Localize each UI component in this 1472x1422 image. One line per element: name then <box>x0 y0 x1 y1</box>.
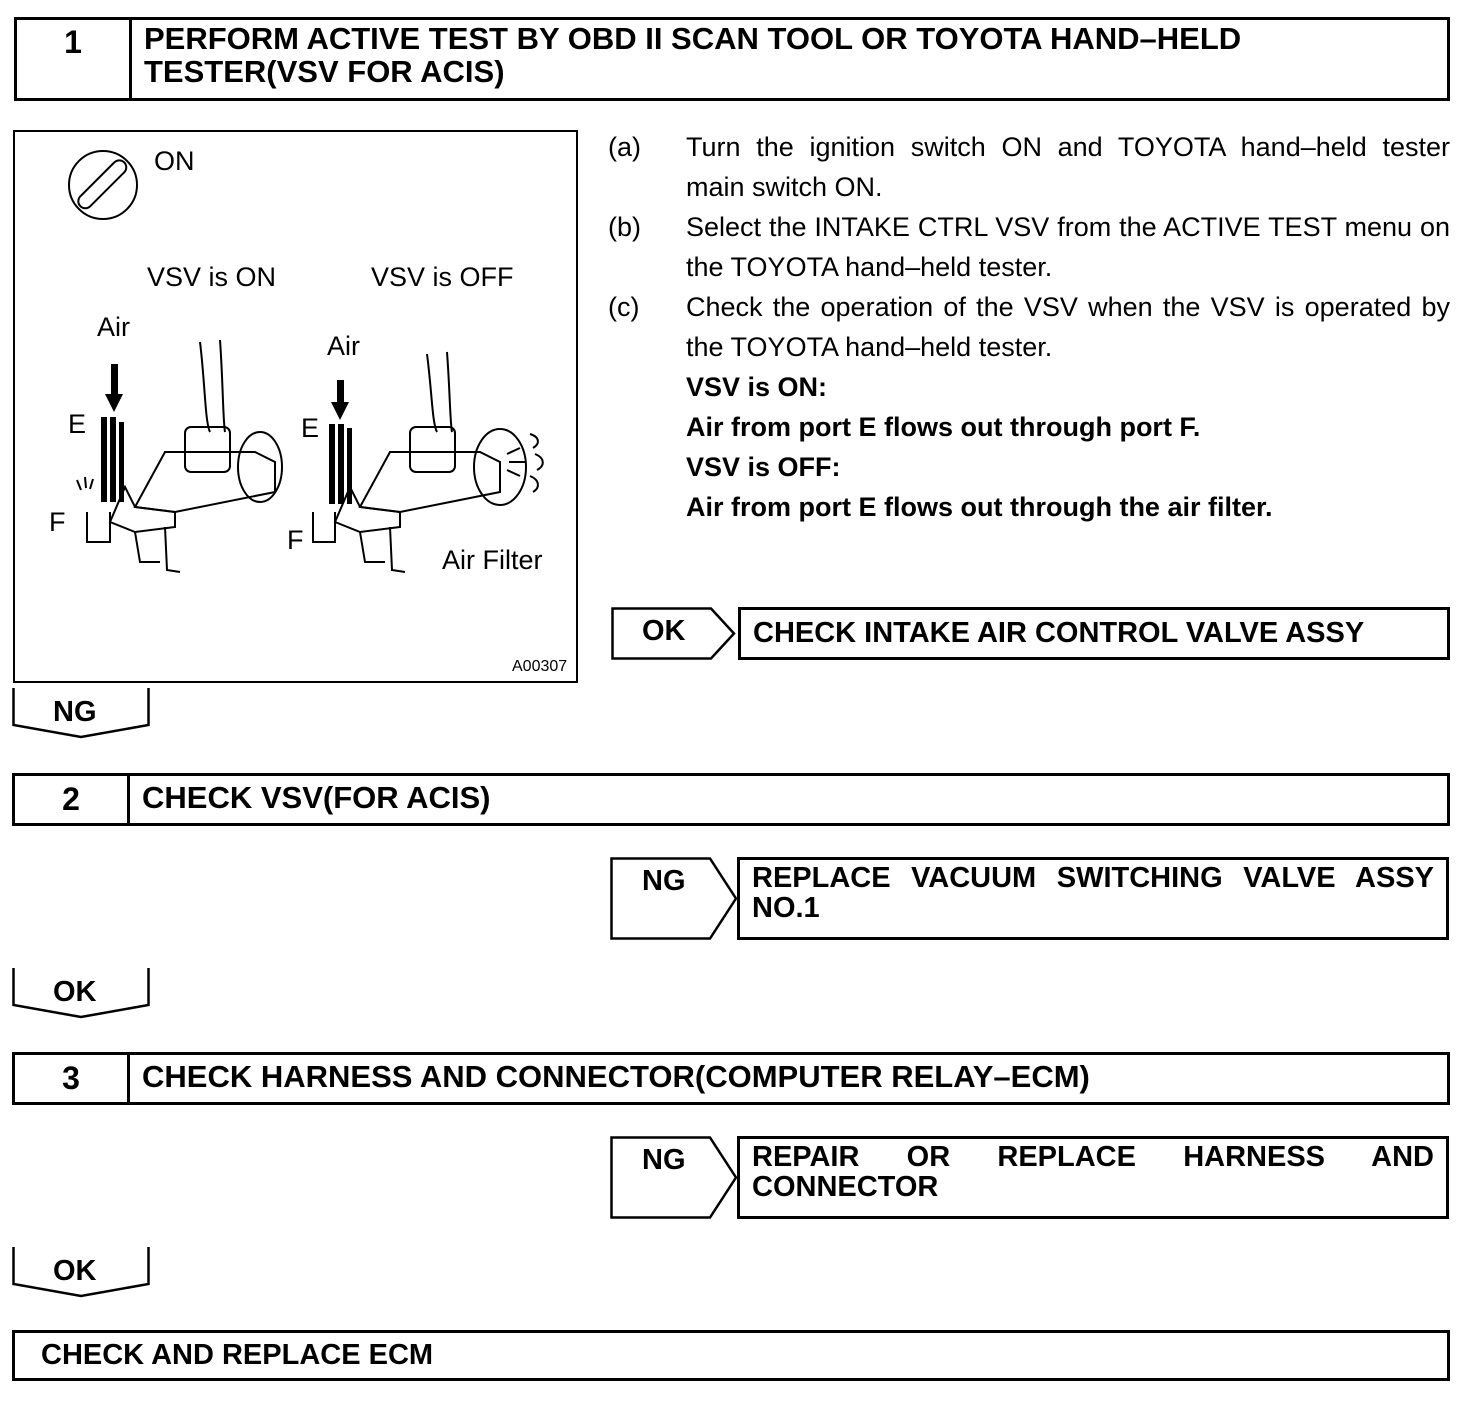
step-3-number: 3 <box>15 1055 130 1102</box>
vsv-illustration <box>15 132 576 681</box>
instruction-a <box>608 127 1450 207</box>
instruction-c-label: (c) <box>608 292 640 322</box>
step-1-title <box>132 20 1447 98</box>
air-label-left: Air <box>97 312 130 342</box>
step-2-ok-tag <box>12 967 150 1019</box>
criteria-off-text: Air from port E flows out through the air filter. <box>686 492 1273 522</box>
port-f-left-label: F <box>49 507 66 537</box>
vsv-off-label: VSV is OFF <box>371 262 514 292</box>
vsv-on-label: VSV is ON <box>147 262 277 292</box>
step-3-ng-result <box>737 1136 1449 1219</box>
step-1-header <box>14 17 1450 101</box>
port-e-left-label: E <box>68 409 87 439</box>
criteria-on-text: Air from port E flows out through port F. <box>686 412 1201 442</box>
criteria-on-heading: VSV is ON: <box>686 372 828 402</box>
step-2-number: 2 <box>15 776 130 823</box>
air-label-right: Air <box>327 331 360 361</box>
air-out-port-f-marks <box>77 477 93 490</box>
step-1-ng-tag <box>12 687 150 739</box>
step-3-ng-result-line1: REPAIR OR REPLACE HARNESS AND <box>752 1141 1434 1173</box>
instruction-b <box>608 207 1450 287</box>
vsv-off-valve-drawing <box>313 352 526 572</box>
switch-on-label: ON <box>154 146 195 176</box>
step-1-number: 1 <box>17 20 132 98</box>
air-arrow-left <box>101 364 124 502</box>
port-e-right-label: E <box>301 413 320 443</box>
ignition-switch-icon <box>69 151 137 219</box>
instruction-c <box>608 287 1450 367</box>
step-2-ng-tag <box>610 857 738 940</box>
air-filter-label: Air Filter <box>442 545 543 575</box>
step-3-title: CHECK HARNESS AND CONNECTOR(COMPUTER RELAY–ECM) <box>142 1058 1090 1094</box>
step-2-ng-result <box>737 857 1449 940</box>
step-2-ng-result-line2: NO.1 <box>752 891 820 924</box>
step-2-ng-label: NG <box>642 865 686 897</box>
vsv-diagram <box>13 130 578 683</box>
step-3-ng-result-line2: CONNECTOR <box>752 1170 939 1203</box>
final-step-box <box>12 1330 1450 1381</box>
instruction-c-text: Check the operation of the VSV when the VSV is operated by the TOYOTA hand–held tester. <box>686 292 1450 362</box>
step-2-ng-result-line1: REPLACE VACUUM SWITCHING VALVE ASSY <box>752 862 1434 894</box>
step-3-ng-tag <box>610 1136 738 1219</box>
step-1-ok-label: OK <box>642 615 686 647</box>
step-3-ok-label: OK <box>53 1255 97 1287</box>
step-3-header <box>12 1052 1450 1105</box>
air-out-filter-marks <box>507 434 543 492</box>
step-2-ok-label: OK <box>53 976 97 1008</box>
step-1-ok-result: CHECK INTAKE AIR CONTROL VALVE ASSY <box>738 607 1450 660</box>
instruction-b-label: (b) <box>608 212 641 242</box>
figure-code: A00307 <box>512 658 568 675</box>
instruction-a-text: Turn the ignition switch ON and TOYOTA hand–held tester main switch ON. <box>686 132 1450 202</box>
instruction-a-label: (a) <box>608 132 641 162</box>
port-f-right-label: F <box>287 525 304 555</box>
step-1-instructions <box>608 127 1450 527</box>
step-1-ng-label: NG <box>53 696 97 728</box>
step-2-header <box>12 773 1450 826</box>
step-1-title-line2: TESTER(VSV FOR ACIS) <box>144 53 505 89</box>
step-3-ok-tag <box>12 1246 150 1298</box>
step-1-title-line1: PERFORM ACTIVE TEST BY OBD II SCAN TOOL OR TOYOTA HAND–HELD <box>144 21 1242 56</box>
instruction-b-text: Select the INTAKE CTRL VSV from the ACTIVE TEST menu on the TOYOTA hand–held tester. <box>686 212 1450 282</box>
step-1-ok-tag <box>611 607 736 660</box>
step-3-ng-label: NG <box>642 1144 686 1176</box>
criteria-off-heading: VSV is OFF: <box>686 452 841 482</box>
step-2-title: CHECK VSV(FOR ACIS) <box>142 779 491 815</box>
air-arrow-right <box>329 380 352 504</box>
final-step-title: CHECK AND REPLACE ECM <box>41 1339 434 1371</box>
